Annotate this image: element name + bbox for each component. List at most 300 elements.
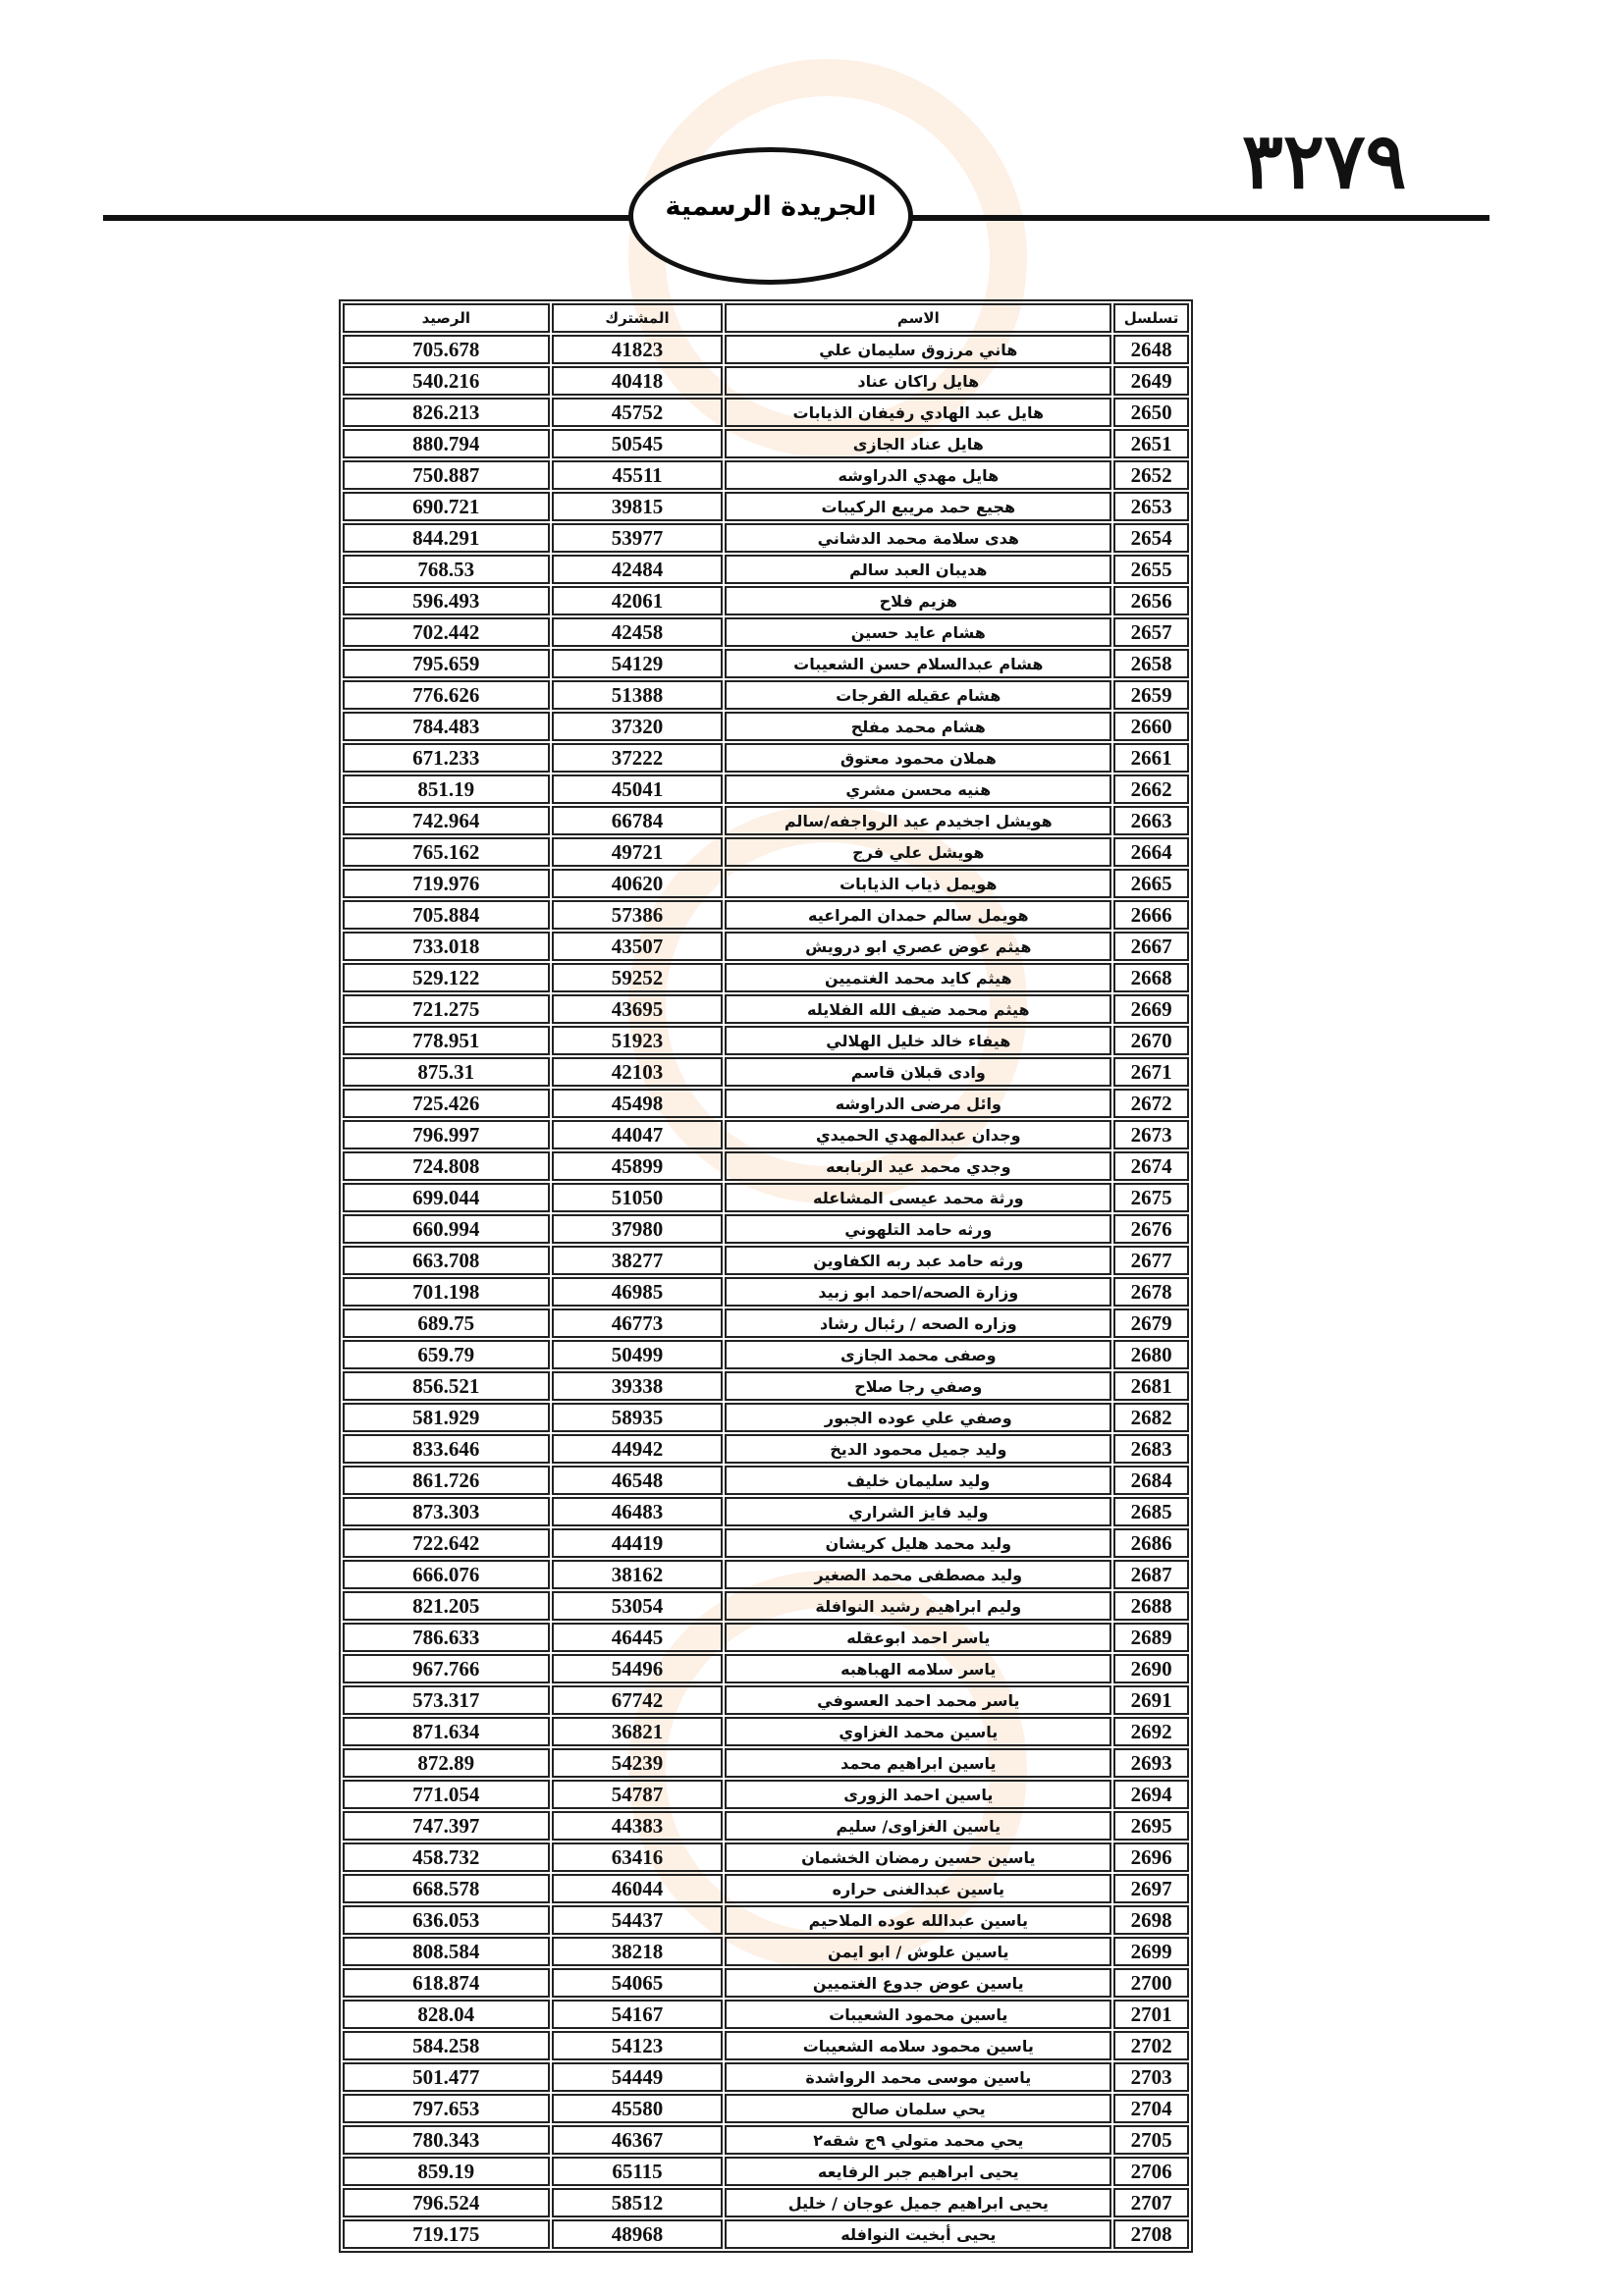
cell-balance: 828.04 [343, 2000, 550, 2029]
cell-serial: 2694 [1113, 1780, 1189, 1809]
cell-subscriber: 46773 [552, 1308, 724, 1338]
cell-serial: 2708 [1113, 2219, 1189, 2249]
table-row [343, 774, 1189, 804]
cell-subscriber: 43695 [552, 994, 724, 1024]
cell-name: هيفاء خالد خليل الهلالي [725, 1026, 1111, 1055]
cell-subscriber: 54437 [552, 1905, 724, 1935]
cell-subscriber: 54449 [552, 2062, 724, 2092]
table-row [343, 1528, 1189, 1558]
cell-name: يحي سلمان صالح [725, 2094, 1111, 2123]
cell-name: يحيى أبخيت النوافله [725, 2219, 1111, 2249]
cell-balance: 967.766 [343, 1654, 550, 1683]
table-row [343, 1120, 1189, 1149]
table-row [343, 712, 1189, 741]
cell-serial: 2669 [1113, 994, 1189, 1024]
cell-subscriber: 46367 [552, 2125, 724, 2155]
table-row [343, 649, 1189, 678]
cell-serial: 2695 [1113, 1811, 1189, 1841]
table-row [343, 1905, 1189, 1935]
cell-balance: 581.929 [343, 1403, 550, 1432]
cell-serial: 2693 [1113, 1748, 1189, 1778]
cell-name: وجدي محمد عيد الربابعه [725, 1151, 1111, 1181]
cell-balance: 873.303 [343, 1497, 550, 1526]
cell-name: وادى قبلان قاسم [725, 1057, 1111, 1087]
cell-name: وصفي رجا صلاح [725, 1371, 1111, 1401]
cell-serial: 2651 [1113, 429, 1189, 458]
cell-name: ورثه حامد عبد ربه الكفاوين [725, 1246, 1111, 1275]
cell-serial: 2671 [1113, 1057, 1189, 1087]
cell-subscriber: 51923 [552, 1026, 724, 1055]
cell-subscriber: 46548 [552, 1466, 724, 1495]
cell-subscriber: 54065 [552, 1968, 724, 1998]
table-row [343, 900, 1189, 930]
cell-name: وصفى محمد الجازى [725, 1340, 1111, 1369]
table-row [343, 2094, 1189, 2123]
cell-serial: 2680 [1113, 1340, 1189, 1369]
cell-subscriber: 58512 [552, 2188, 724, 2217]
cell-balance: 747.397 [343, 1811, 550, 1841]
cell-serial: 2668 [1113, 963, 1189, 992]
cell-balance: 666.076 [343, 1560, 550, 1589]
cell-subscriber: 59252 [552, 963, 724, 992]
gazette-title-oval [628, 147, 913, 285]
cell-name: ياسر احمد ابوعقله [725, 1623, 1111, 1652]
cell-balance: 778.951 [343, 1026, 550, 1055]
cell-balance: 750.887 [343, 460, 550, 490]
page-number: ٣٢٧٩ [1242, 119, 1407, 204]
cell-name: ياسر سلامه الهباهبه [725, 1654, 1111, 1683]
cell-name: ياسين عبدالله عوده الملاحيم [725, 1905, 1111, 1935]
cell-subscriber: 46044 [552, 1874, 724, 1903]
cell-name: وليد مصطفى محمد الصغير [725, 1560, 1111, 1589]
cell-name: هيثم عوض عصري ابو درويش [725, 932, 1111, 961]
cell-name: هويشل علي فرج [725, 837, 1111, 867]
cell-serial: 2706 [1113, 2157, 1189, 2186]
cell-name: ياسين حسين رمضان الخشمان [725, 1842, 1111, 1872]
table-row [343, 2157, 1189, 2186]
table-row [343, 1057, 1189, 1087]
column-header-name: الاسم [725, 303, 1111, 333]
cell-serial: 2689 [1113, 1623, 1189, 1652]
table-row [343, 1183, 1189, 1212]
cell-serial: 2700 [1113, 1968, 1189, 1998]
cell-balance: 742.964 [343, 806, 550, 835]
cell-balance: 701.198 [343, 1277, 550, 1307]
cell-name: وليد سليمان خليف [725, 1466, 1111, 1495]
table-row [343, 366, 1189, 396]
table-row [343, 1591, 1189, 1621]
cell-serial: 2661 [1113, 743, 1189, 773]
cell-serial: 2673 [1113, 1120, 1189, 1149]
cell-serial: 2684 [1113, 1466, 1189, 1495]
cell-serial: 2675 [1113, 1183, 1189, 1212]
cell-subscriber: 48968 [552, 2219, 724, 2249]
table-row [343, 1654, 1189, 1683]
cell-subscriber: 37320 [552, 712, 724, 741]
cell-subscriber: 54123 [552, 2031, 724, 2060]
cell-name: ورثه حامد التلهوني [725, 1214, 1111, 1244]
cell-balance: 663.708 [343, 1246, 550, 1275]
cell-name: هيثم كايد محمد الغتميين [725, 963, 1111, 992]
cell-name: وليد محمد هليل كريشان [725, 1528, 1111, 1558]
cell-serial: 2679 [1113, 1308, 1189, 1338]
cell-name: هاني مرزوق سليمان علي [725, 335, 1111, 364]
gazette-title: الجريدة الرسمية [665, 190, 877, 222]
cell-subscriber: 37222 [552, 743, 724, 773]
cell-name: هويمل سالم حمدان المراعيه [725, 900, 1111, 930]
cell-serial: 2648 [1113, 335, 1189, 364]
cell-name: هويمل ذياب الذيابات [725, 869, 1111, 898]
table-row [343, 1246, 1189, 1275]
cell-name: هزيم فلاح [725, 586, 1111, 615]
cell-subscriber: 58935 [552, 1403, 724, 1432]
cell-serial: 2696 [1113, 1842, 1189, 1872]
table-row [343, 1026, 1189, 1055]
cell-subscriber: 54787 [552, 1780, 724, 1809]
cell-serial: 2662 [1113, 774, 1189, 804]
cell-balance: 719.976 [343, 869, 550, 898]
cell-name: ياسين ابراهيم محمد [725, 1748, 1111, 1778]
cell-subscriber: 45498 [552, 1089, 724, 1118]
table-row [343, 492, 1189, 521]
table-row [343, 806, 1189, 835]
cell-serial: 2674 [1113, 1151, 1189, 1181]
table-row [343, 1874, 1189, 1903]
cell-balance: 851.19 [343, 774, 550, 804]
table-row [343, 1811, 1189, 1841]
table-row [343, 680, 1189, 710]
cell-name: وائل مرضى الدراوشه [725, 1089, 1111, 1118]
cell-balance: 844.291 [343, 523, 550, 553]
cell-balance: 501.477 [343, 2062, 550, 2092]
cell-subscriber: 51050 [552, 1183, 724, 1212]
table-row [343, 1842, 1189, 1872]
cell-name: ياسر محمد احمد العسوفي [725, 1685, 1111, 1715]
cell-serial: 2698 [1113, 1905, 1189, 1935]
cell-serial: 2682 [1113, 1403, 1189, 1432]
table-row [343, 1371, 1189, 1401]
cell-balance: 872.89 [343, 1748, 550, 1778]
cell-subscriber: 40418 [552, 366, 724, 396]
cell-name: ورثة محمد عيسى المشاعله [725, 1183, 1111, 1212]
cell-serial: 2703 [1113, 2062, 1189, 2092]
table-row [343, 398, 1189, 427]
cell-balance: 826.213 [343, 398, 550, 427]
cell-balance: 724.808 [343, 1151, 550, 1181]
cell-subscriber: 54496 [552, 1654, 724, 1683]
cell-name: وجدان عبدالمهدي الحميدي [725, 1120, 1111, 1149]
cell-serial: 2656 [1113, 586, 1189, 615]
cell-subscriber: 44383 [552, 1811, 724, 1841]
cell-balance: 821.205 [343, 1591, 550, 1621]
cell-subscriber: 65115 [552, 2157, 724, 2186]
cell-subscriber: 43507 [552, 932, 724, 961]
cell-subscriber: 45580 [552, 2094, 724, 2123]
cell-subscriber: 45041 [552, 774, 724, 804]
cell-subscriber: 50499 [552, 1340, 724, 1369]
cell-serial: 2655 [1113, 555, 1189, 584]
cell-serial: 2676 [1113, 1214, 1189, 1244]
cell-subscriber: 44047 [552, 1120, 724, 1149]
cell-subscriber: 45899 [552, 1151, 724, 1181]
cell-subscriber: 45511 [552, 460, 724, 490]
cell-balance: 596.493 [343, 586, 550, 615]
cell-name: هملان محمود معتوق [725, 743, 1111, 773]
cell-serial: 2672 [1113, 1089, 1189, 1118]
cell-subscriber: 42458 [552, 617, 724, 647]
cell-balance: 584.258 [343, 2031, 550, 2060]
cell-subscriber: 38162 [552, 1560, 724, 1589]
table-row [343, 743, 1189, 773]
cell-serial: 2664 [1113, 837, 1189, 867]
cell-balance: 796.524 [343, 2188, 550, 2217]
cell-name: وزاره الصحه / رئبال رشاد [725, 1308, 1111, 1338]
cell-balance: 660.994 [343, 1214, 550, 1244]
cell-balance: 540.216 [343, 366, 550, 396]
cell-name: ياسين احمد الزورى [725, 1780, 1111, 1809]
table-body [343, 335, 1189, 2249]
cell-balance: 618.874 [343, 1968, 550, 1998]
cell-subscriber: 54167 [552, 2000, 724, 2029]
table-row [343, 555, 1189, 584]
cell-subscriber: 46985 [552, 1277, 724, 1307]
cell-balance: 768.53 [343, 555, 550, 584]
cell-name: يحيى ابراهيم جبر الرفايعه [725, 2157, 1111, 2186]
cell-serial: 2686 [1113, 1528, 1189, 1558]
table-row [343, 1466, 1189, 1495]
cell-subscriber: 49721 [552, 837, 724, 867]
cell-subscriber: 53054 [552, 1591, 724, 1621]
cell-balance: 859.19 [343, 2157, 550, 2186]
cell-name: هشام عقيله الفرجات [725, 680, 1111, 710]
cell-subscriber: 57386 [552, 900, 724, 930]
cell-serial: 2670 [1113, 1026, 1189, 1055]
cell-balance: 784.483 [343, 712, 550, 741]
cell-subscriber: 40620 [552, 869, 724, 898]
cell-serial: 2667 [1113, 932, 1189, 961]
cell-balance: 786.633 [343, 1623, 550, 1652]
cell-name: ياسين علوش / ابو ايمن [725, 1937, 1111, 1966]
cell-balance: 871.634 [343, 1717, 550, 1746]
table-row [343, 1277, 1189, 1307]
cell-serial: 2705 [1113, 2125, 1189, 2155]
cell-balance: 636.053 [343, 1905, 550, 1935]
cell-subscriber: 66784 [552, 806, 724, 835]
cell-balance: 725.426 [343, 1089, 550, 1118]
cell-balance: 796.997 [343, 1120, 550, 1149]
cell-subscriber: 53977 [552, 523, 724, 553]
cell-balance: 833.646 [343, 1434, 550, 1464]
table-row [343, 994, 1189, 1024]
cell-name: يحيى ابراهيم جميل عوجان / خليل [725, 2188, 1111, 2217]
cell-subscriber: 38218 [552, 1937, 724, 1966]
cell-subscriber: 42484 [552, 555, 724, 584]
cell-subscriber: 51388 [552, 680, 724, 710]
table-row [343, 2188, 1189, 2217]
cell-serial: 2690 [1113, 1654, 1189, 1683]
cell-name: هدى سلامة محمد الدشاني [725, 523, 1111, 553]
cell-serial: 2652 [1113, 460, 1189, 490]
cell-subscriber: 39815 [552, 492, 724, 521]
cell-serial: 2659 [1113, 680, 1189, 710]
cell-serial: 2654 [1113, 523, 1189, 553]
table-row [343, 1403, 1189, 1432]
cell-serial: 2692 [1113, 1717, 1189, 1746]
cell-serial: 2699 [1113, 1937, 1189, 1966]
cell-name: هشام محمد مفلح [725, 712, 1111, 741]
cell-subscriber: 45752 [552, 398, 724, 427]
cell-balance: 529.122 [343, 963, 550, 992]
cell-balance: 721.275 [343, 994, 550, 1024]
cell-serial: 2657 [1113, 617, 1189, 647]
balances-table [339, 299, 1193, 2253]
table-row [343, 2062, 1189, 2092]
cell-name: وزارة الصحه/احمد ابو زبيد [725, 1277, 1111, 1307]
cell-serial: 2677 [1113, 1246, 1189, 1275]
cell-serial: 2650 [1113, 398, 1189, 427]
cell-serial: 2660 [1113, 712, 1189, 741]
cell-subscriber: 39338 [552, 1371, 724, 1401]
cell-balance: 797.653 [343, 2094, 550, 2123]
column-header-subscriber: المشترك [552, 303, 724, 333]
cell-serial: 2665 [1113, 869, 1189, 898]
cell-name: هيثم محمد ضيف الله الفلايله [725, 994, 1111, 1024]
cell-balance: 722.642 [343, 1528, 550, 1558]
cell-subscriber: 63416 [552, 1842, 724, 1872]
cell-serial: 2658 [1113, 649, 1189, 678]
cell-name: وليد فايز الشراري [725, 1497, 1111, 1526]
table-row [343, 586, 1189, 615]
cell-subscriber: 42061 [552, 586, 724, 615]
cell-serial: 2701 [1113, 2000, 1189, 2029]
cell-subscriber: 50545 [552, 429, 724, 458]
cell-subscriber: 37980 [552, 1214, 724, 1244]
table-row [343, 1685, 1189, 1715]
cell-name: ياسين محمود سلامه الشعيبات [725, 2031, 1111, 2060]
cell-balance: 659.79 [343, 1340, 550, 1369]
cell-subscriber: 38277 [552, 1246, 724, 1275]
cell-name: ياسين محمد الغزاوي [725, 1717, 1111, 1746]
cell-subscriber: 44419 [552, 1528, 724, 1558]
table-row [343, 1717, 1189, 1746]
cell-balance: 573.317 [343, 1685, 550, 1715]
cell-name: هديبان العبد سالم [725, 555, 1111, 584]
cell-name: يحي محمد متولي ٩ج شقه٢ [725, 2125, 1111, 2155]
cell-balance: 808.584 [343, 1937, 550, 1966]
table-row [343, 1151, 1189, 1181]
cell-serial: 2685 [1113, 1497, 1189, 1526]
cell-balance: 705.884 [343, 900, 550, 930]
cell-serial: 2678 [1113, 1277, 1189, 1307]
table-row [343, 932, 1189, 961]
cell-subscriber: 46445 [552, 1623, 724, 1652]
cell-name: هويشل اجخيدم عيد الرواجفه/سالم [725, 806, 1111, 835]
cell-name: هايل عبد الهادي رفيفان الذيابات [725, 398, 1111, 427]
table-row [343, 1089, 1189, 1118]
cell-name: هايل مهدي الدراوشه [725, 460, 1111, 490]
table-row [343, 2125, 1189, 2155]
cell-balance: 668.578 [343, 1874, 550, 1903]
table-row [343, 1623, 1189, 1652]
cell-balance: 671.233 [343, 743, 550, 773]
cell-serial: 2649 [1113, 366, 1189, 396]
table-row [343, 1937, 1189, 1966]
cell-name: ياسين عوض جدوع الغتميين [725, 1968, 1111, 1998]
table-row [343, 429, 1189, 458]
cell-serial: 2666 [1113, 900, 1189, 930]
cell-subscriber: 46483 [552, 1497, 724, 1526]
table-row [343, 2000, 1189, 2029]
cell-balance: 719.175 [343, 2219, 550, 2249]
cell-balance: 771.054 [343, 1780, 550, 1809]
cell-serial: 2687 [1113, 1560, 1189, 1589]
cell-name: وصفي علي عوده الجبور [725, 1403, 1111, 1432]
table-row [343, 1214, 1189, 1244]
table-row [343, 1560, 1189, 1589]
table-row [343, 1780, 1189, 1809]
cell-balance: 705.678 [343, 335, 550, 364]
cell-balance: 690.721 [343, 492, 550, 521]
table-row [343, 837, 1189, 867]
cell-name: هجيع حمد مريبع الركيبات [725, 492, 1111, 521]
table-header-row [343, 303, 1189, 333]
cell-subscriber: 54129 [552, 649, 724, 678]
cell-balance: 699.044 [343, 1183, 550, 1212]
table-row [343, 963, 1189, 992]
cell-serial: 2683 [1113, 1434, 1189, 1464]
cell-name: ياسين محمود الشعيبات [725, 2000, 1111, 2029]
cell-balance: 458.732 [343, 1842, 550, 1872]
cell-serial: 2691 [1113, 1685, 1189, 1715]
table-row [343, 1497, 1189, 1526]
cell-subscriber: 67742 [552, 1685, 724, 1715]
table-row [343, 617, 1189, 647]
column-header-balance: الرصيد [343, 303, 550, 333]
cell-name: وليم ابراهيم رشيد النوافلة [725, 1591, 1111, 1621]
table-row [343, 460, 1189, 490]
table-row [343, 1748, 1189, 1778]
cell-balance: 880.794 [343, 429, 550, 458]
cell-subscriber: 54239 [552, 1748, 724, 1778]
cell-serial: 2653 [1113, 492, 1189, 521]
cell-balance: 875.31 [343, 1057, 550, 1087]
table-row [343, 335, 1189, 364]
cell-subscriber: 44942 [552, 1434, 724, 1464]
cell-name: ياسين موسى محمد الرواشدة [725, 2062, 1111, 2092]
cell-serial: 2702 [1113, 2031, 1189, 2060]
table-row [343, 1308, 1189, 1338]
table-row [343, 2219, 1189, 2249]
cell-subscriber: 41823 [552, 335, 724, 364]
table-row [343, 1340, 1189, 1369]
cell-name: ياسين الغزاوى/ سليم [725, 1811, 1111, 1841]
table-row [343, 869, 1189, 898]
cell-name: هايل راكان عناد [725, 366, 1111, 396]
cell-balance: 795.659 [343, 649, 550, 678]
cell-balance: 856.521 [343, 1371, 550, 1401]
cell-subscriber: 36821 [552, 1717, 724, 1746]
cell-balance: 780.343 [343, 2125, 550, 2155]
cell-serial: 2681 [1113, 1371, 1189, 1401]
cell-balance: 689.75 [343, 1308, 550, 1338]
cell-balance: 776.626 [343, 680, 550, 710]
cell-balance: 733.018 [343, 932, 550, 961]
column-header-serial: تسلسل [1113, 303, 1189, 333]
table-row [343, 1434, 1189, 1464]
table-row [343, 2031, 1189, 2060]
table-row [343, 523, 1189, 553]
cell-serial: 2663 [1113, 806, 1189, 835]
